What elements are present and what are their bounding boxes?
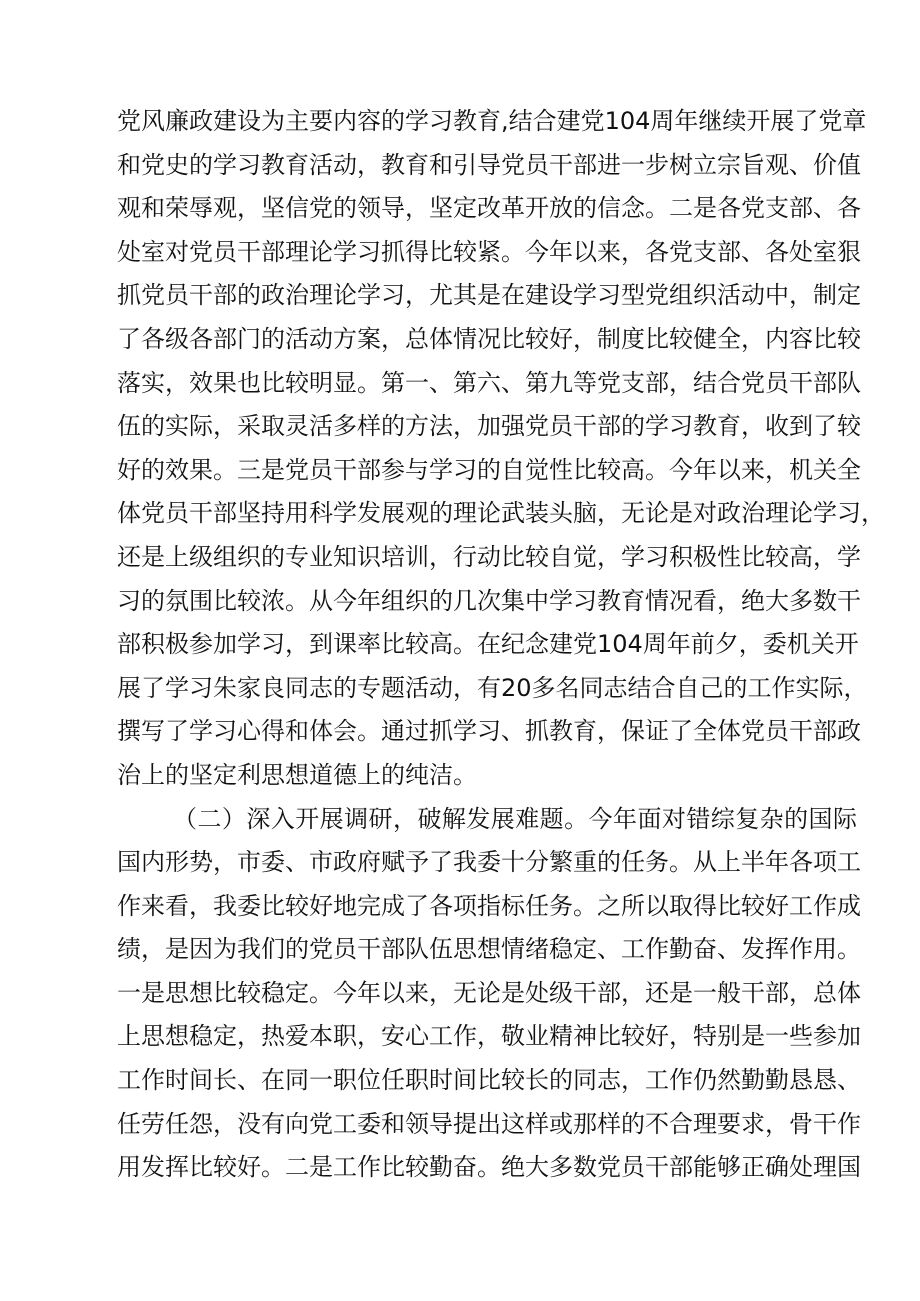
text-line: 一是思想比较稳定。今年以来，无论是处级干部，还是一般干部，总体 <box>117 978 861 1007</box>
text-line: （二）深入开展调研，破解发展难题。今年面对错综复杂的国际 <box>173 804 857 833</box>
text-line: 处室对党员干部理论学习抓得比较紧。今年以来，各党支部、各处室狠 <box>117 237 861 266</box>
text-line: 习的氛围比较浓。从今年组织的几次集中学习教育情况看，绝大多数干 <box>117 586 861 615</box>
text-line: 用发挥比较好。二是工作比较勤奋。绝大多数党员干部能够正确处理国 <box>117 1153 861 1182</box>
text-line: 治上的坚定利思想道德上的纯洁。 <box>117 760 477 789</box>
text-line: 部积极参加学习，到课率比较高。在纪念建党104周年前夕，委机关开 <box>117 630 859 659</box>
text-line: 任劳任怨，没有向党工委和领导提出这样或那样的不合理要求，骨干作 <box>117 1109 861 1138</box>
document-body <box>117 100 885 1190</box>
text-line: 绩，是因为我们的党员干部队伍思想情绪稳定、工作勤奋、发挥作用。 <box>117 935 861 964</box>
text-line: 作来看，我委比较好地完成了各项指标任务。之所以取得比较好工作成 <box>117 891 861 920</box>
text-line: 观和荣辱观，坚信党的领导，坚定改革开放的信念。二是各党支部、各 <box>117 194 861 223</box>
text-line: 伍的实际，采取灵活多样的方法，加强党员干部的学习教育，收到了较 <box>117 412 861 441</box>
paragraph-2 <box>117 798 861 1190</box>
text-line: 上思想稳定，热爱本职，安心工作，敬业精神比较好，特别是一些参加 <box>117 1022 861 1051</box>
text-line: 抓党员干部的政治理论学习，尤其是在建设学习型党组织活动中，制定 <box>117 281 861 310</box>
text-line: 体党员干部坚持用科学发展观的理论武装头脑，无论是对政治理论学习， <box>117 499 885 528</box>
text-line: 落实，效果也比较明显。第一、第六、第九等党支部，结合党员干部队 <box>117 368 861 397</box>
text-line: 好的效果。三是党员干部参与学习的自觉性比较高。今年以来，机关全 <box>117 455 861 484</box>
paragraph-1 <box>117 100 885 798</box>
text-line: 了各级各部门的活动方案，总体情况比较好，制度比较健全，内容比较 <box>117 324 861 353</box>
text-line: 国内形势，市委、市政府赋予了我委十分繁重的任务。从上半年各项工 <box>117 848 861 877</box>
text-line: 工作时间长、在同一职位任职时间比较长的同志，工作仍然勤勤恳恳、 <box>117 1066 861 1095</box>
text-line: 展了学习朱家良同志的专题活动，有20多名同志结合自己的工作实际， <box>117 673 868 702</box>
text-line: 党风廉政建设为主要内容的学习教育,结合建党104周年继续开展了党章 <box>117 107 867 135</box>
text-line: 还是上级组织的专业知识培训，行动比较自觉，学习积极性比较高，学 <box>117 542 861 571</box>
text-line: 撰写了学习心得和体会。通过抓学习、抓教育，保证了全体党员干部政 <box>117 717 861 746</box>
text-line: 和党史的学习教育活动，教育和引导党员干部进一步树立宗旨观、价值 <box>117 150 861 179</box>
